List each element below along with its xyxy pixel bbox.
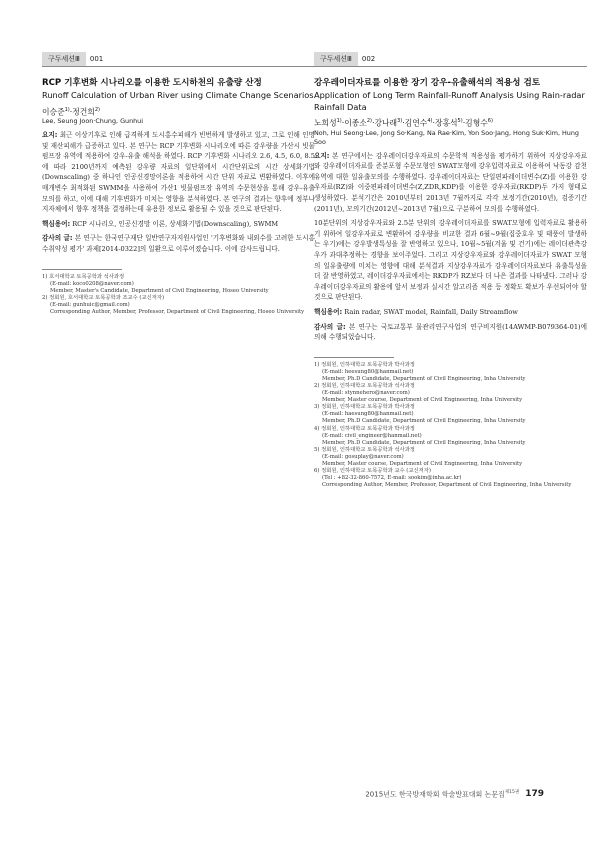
author-name: 노희성 [314, 118, 337, 128]
author-name: 정건희 [72, 107, 95, 117]
abstract-label: 요지: [314, 151, 330, 160]
paper-title-korean: RCP 기후변화 시나리오를 이용한 도시하천의 유출량 산정 [42, 78, 262, 88]
author-separator: · [462, 118, 466, 128]
session-header [42, 52, 315, 67]
acknowledgement [314, 322, 587, 343]
journal-title: 2015년도 한국방재학회 학술발표대회 논문집 [365, 790, 505, 799]
author-name: 김연수 [404, 118, 428, 128]
session-number: 001 [89, 55, 104, 63]
author-name: 김형수 [465, 118, 488, 128]
author-footnote-mark: 1) [64, 106, 70, 113]
footnote-lead: 2) 정회원, 인하대학교 토목공학과 석사과정 [314, 382, 415, 389]
acknowledgement-text: 본 연구는 한국연구재단 일반연구자지원사업인 '기후변화와 내외수를 고려한 도시홍수취약성 평가' 과제[2014-0322]의 일환으로 이루어졌습니다. 이에 감사드립니다. [42, 234, 315, 254]
keywords-text: RCP 시나리오, 인공신경망 이론, 상세화기법(Downscaling), SWMM [70, 219, 279, 228]
keywords [42, 219, 315, 230]
footnote-line: Member, Ph.D Candidate, Department of Civil Engineering, Inha University [322, 375, 526, 382]
authors-korean [314, 116, 587, 129]
footnote [314, 468, 587, 489]
footnotes [314, 362, 587, 490]
session-label: 구두세션Ⅲ [42, 52, 86, 66]
author-footnote-mark: 2) [94, 106, 100, 113]
author-name: 장홍석 [434, 118, 458, 128]
session-header [314, 52, 587, 67]
footnote-lead: 6) 정회원, 인하대학교 토목공학과 교수 (교신저자) [314, 468, 431, 475]
acknowledgement [42, 233, 315, 254]
footnote-line: Member, Master course, Department of Civil Engineering, Inha University [322, 397, 523, 404]
author-separator: · [371, 118, 375, 128]
footnote-line: (Tel : +82-32-860-7572, E-mail: sookim@inha.ac.kr) [322, 475, 462, 482]
footnote-lead: 2) 정회원, 호서대학교 토목공학과 조교수 (교신저자) [42, 294, 165, 301]
footnotes [42, 274, 315, 317]
footnote-lead: 3) 정회원, 인하대학교 토목공학과 박사과정 [314, 404, 415, 411]
footnote [314, 362, 587, 383]
author-footnote-mark: 6) [487, 118, 493, 124]
abstract-paragraph-2: 10분단위의 지상강우자료와 2.5분 단위의 강우레이더자료를 SWAT모형에 입력자료로 활용하기 위하여 일강우자료로 변환하여 강우량을 비교한 결과 6월~9월(집중호우 및 태풍이 발생하는 우기)에는 강우발생특성을 잘 반영하고 있으나, 10월~5월(겨울 및 건기)에는 레이더관측강우가 과대추정하는 경향을 보이주었다. 그리고 지상강우자료와 강우레이더자료가 SWAT 모형의 일유출량에 미치는 영향에 대해 분석결과 지상강우자료가 강우레이더자료보다 유출특성을 더 잘 반영하였고, 레이더강우자료에서는 RKDP가 RZ보다 더 나은 결과를 나타냈다. 그러나 강우레이더강우자료의 활용에 앞서 보정과 실시간 알고리즘 적용 등 정확도 확보가 우선되어야 할 것으로 판단된다. [314, 219, 587, 302]
footnote [314, 383, 587, 404]
keywords-label: 핵심용어: [314, 307, 343, 316]
acknowledgement-label: 감사의 글: [42, 234, 73, 243]
footnote-line: (E-mail: stynnehero@naver.com) [322, 390, 410, 397]
author-separator: · [69, 107, 73, 117]
authors-english: Noh, Hui Seong·Lee, Jong So·Kang, Na Rae·Kim, Yon Soo·Jang, Hong Suk·Kim, Hung Soo [314, 128, 579, 146]
footnote [314, 447, 587, 468]
footnote-lead: 1) 호서대학교 토목공학과 석사과정 [42, 273, 125, 280]
right-column [314, 52, 587, 489]
footnote-lead: 5) 정회원, 인하대학교 토목공학과 석사과정 [314, 446, 415, 453]
footnote [42, 295, 315, 316]
author-separator: · [341, 118, 345, 128]
author-footnote-mark: 3) [397, 118, 403, 124]
authors-english: Lee, Seung Joon·Chung, Gunhui [42, 117, 143, 126]
page-number: 179 [525, 789, 544, 800]
author-footnote-mark: 4) [427, 118, 433, 124]
acknowledgement-text: 본 연구는 국토교통부 물관리연구사업의 연구비지원(14AWMP-B079364-01)에 의해 수행되었습니다. [314, 322, 587, 342]
footnote-line: Member, Ph.D Candidate, Department of Civil Engineering, Inha University [322, 418, 526, 425]
footnote-line: Member, Ph.D Candidate, Department of Civil Engineering, Inha University [322, 439, 526, 446]
footnote-lead: 1) 정회원, 인하대학교 토목공학과 박사과정 [314, 361, 415, 368]
footnote [314, 426, 587, 447]
journal-name [365, 789, 519, 799]
author-separator: · [432, 118, 435, 128]
author-name: 이승준 [42, 107, 65, 117]
paper-title-english: Runoff Calculation of Urban River using Climate Change Scenarios [42, 90, 314, 100]
footnote-lead: 4) 정회원, 인하대학교 토목공학과 박사과정 [314, 425, 415, 432]
footnote-line: (E-mail: heesung80@hanmail.net) [322, 368, 414, 375]
footnote [42, 274, 315, 295]
footnote-line: Member, Master course, Department of Civil Engineering, Inha University [322, 461, 523, 467]
footnote-line: Corresponding Author, Member, Professor, Department of Civil Engineering, Hoseo University [50, 309, 305, 316]
keywords-text: Rain radar, SWAT model, Rainfall, Daily Streamflow [342, 307, 518, 316]
footnote-line: (E-mail: gosuplay@naver.com) [322, 453, 404, 460]
footnote [314, 404, 587, 425]
footnote-line: (E-mail: gunhuic@gmail.com) [50, 302, 130, 308]
journal-volume: 제15권 [504, 790, 520, 795]
keywords [314, 307, 587, 318]
author-separator: · [402, 118, 405, 128]
session-number: 002 [361, 55, 376, 63]
footnote-line: Member, Master's Candidate, Department of Civil Engineering, Hoseo University [50, 287, 269, 294]
paper-title-korean: 강우레이더자료를 이용한 장기 강우-유출해석의 적용성 검토 [314, 78, 541, 88]
abstract [42, 130, 315, 215]
author-footnote-mark: 5) [457, 118, 463, 124]
abstract [314, 151, 587, 215]
acknowledgement-label: 감사의 글: [314, 322, 346, 331]
authors-korean [42, 105, 315, 118]
session-label: 구두세션Ⅲ [314, 52, 358, 66]
author-name: 이종소 [344, 118, 367, 128]
footnote-divider [42, 269, 122, 270]
footnote-line: (E-mail: haesung80@hanmail.net) [322, 411, 414, 418]
author-footnote-mark: 2) [366, 118, 372, 124]
paper-title-english: Application of Long Term Rainfall-Runoff Analysis Using Rain-radar Rainfall Data [314, 90, 585, 112]
keywords-label: 핵심용어: [42, 219, 71, 228]
abstract-text: 본 연구에서는 강우레이더강우자료의 수문학적 적용성을 평가하기 위하여 지상강우자료와 강우레이더자료를 준분포형 수문모형인 SWAT모형에 강우입력자료로 이용하여 낙동강 감천유역에 대한 일유출모의를 수행하였다. 강우레이더자료는 단일편파레이더변수(Z)를 이용한 강우자료(RZ)와 이중편파레이더변수(Z,ZDR,KDP)를 이용한 강우자료(RKDP)두 가지 형태로 생성하였다. 분석기간은 2010년부터 2013년 7월까지로 각각 보정기간(2010년), 검증기간(2011년), 모의기간(2012년~2013년 7월)으로 구분하여 모의를 수행하였다. [314, 151, 587, 213]
left-column [42, 52, 315, 316]
footnote-line: (E-mail: koco0208@naver.com) [50, 280, 134, 287]
abstract-label: 요지: [42, 131, 58, 140]
author-footnote-mark: 1) [336, 118, 342, 124]
page-footer [365, 789, 544, 799]
footnote-line: (E-mail: civil_engineer@hanmail.net) [322, 432, 422, 439]
footnote-line: Corresponding Author, Member, Professor, Department of Civil Engineering, Inha University [322, 482, 572, 489]
author-name: 강나래 [374, 118, 398, 128]
footnote-divider [314, 357, 394, 358]
abstract-text: 최근 이상기후로 인해 급격하게 도시홍수피해가 빈번하게 발생하고 있고, 그로 인해 인명 및 재산피해가 급증하고 있다. 본 연구는 RCP 기후변화 시나리오에 따른 강우량을 가산시 빗물펌프장 유역에 적용하여 강우-유출 해석을 하였다. RCP 기후변화 시나리오 2.6, 4.5, 6.0, 8.5에 따라 2100년까지 예측된 강우량 자료의 일단위에서 시간단위로의 시간 상세화기법(Downscaling) 중 하나인 인공신경망이론을 적용하여 시간 단위 자료로 변환하였다. 이후에 매개변수 최적화된 SWMM을 사용하여 가산1 빗물펌프장 유역의 수문현상을 통해 강우-유출모의를 하고, 이에 대해 기후변화가 미치는 영향을 분석하였다. 본 연구의 결과는 향후에 정부나 지자체에서 향후 정책을 결정하는데 유용한 정보로 활용될 수 있을 것으로 판단된다. [42, 131, 315, 214]
